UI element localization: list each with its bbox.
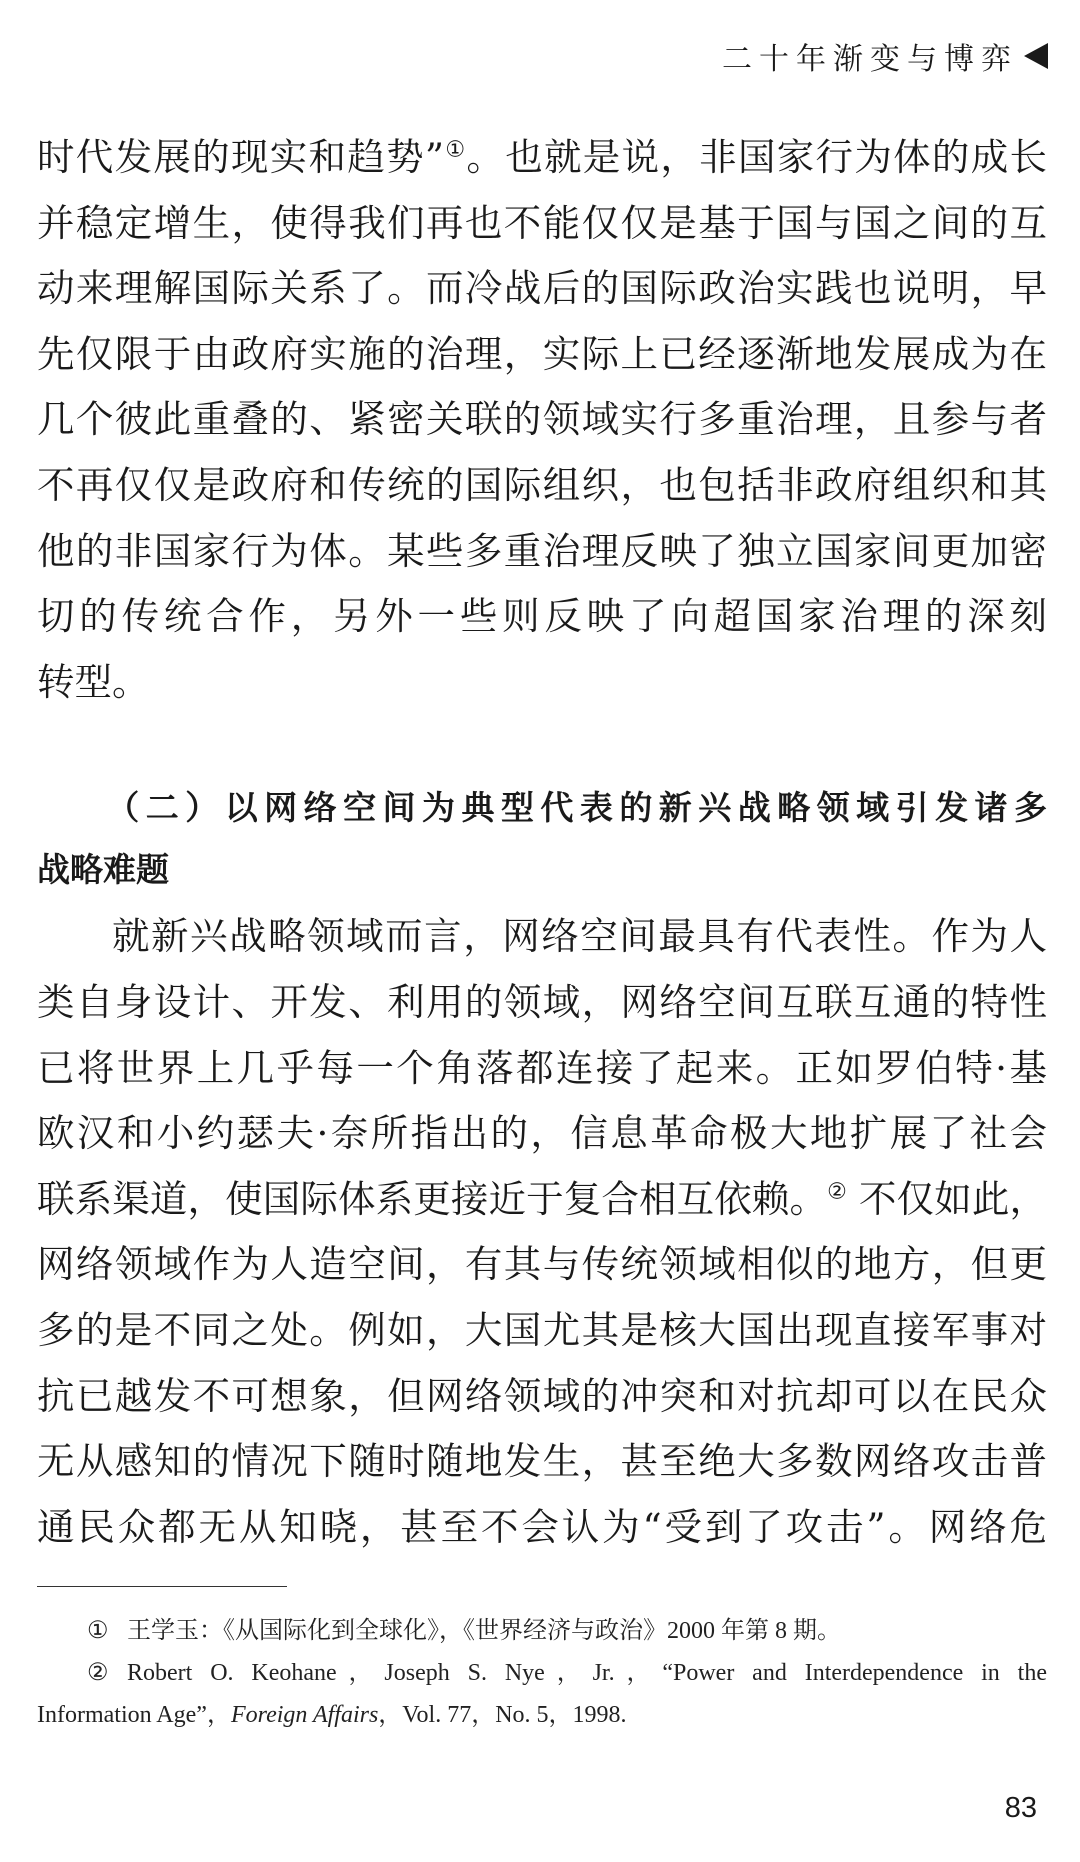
footnote-1 (37, 1610, 1047, 1652)
left-triangle-icon (1024, 43, 1048, 69)
text-line: 转型。 (37, 659, 150, 704)
page-number: 83 (1004, 1792, 1037, 1824)
main-text (37, 125, 1047, 1560)
footnote-text: Robert O. Keohane，Joseph S. Nye，Jr.，“Power and Interdependence in the (127, 1660, 1047, 1686)
footnotes (37, 1610, 1047, 1736)
paragraph-1 (37, 125, 1047, 715)
text-line: 已将世界上几乎每一个角落都连接了起来。正如罗伯特·基 (37, 1045, 1047, 1090)
footnote-ref-1[interactable]: ① (444, 137, 467, 163)
text-line: 通民众都无从知晓，甚至不会认为“受到了攻击”。网络危 (37, 1504, 1047, 1549)
text-line: 并稳定增生，使得我们再也不能仅仅是基于国与国之间的互 (37, 200, 1047, 245)
journal-title: Foreign Affairs (230, 1702, 379, 1728)
text-line: 他的非国家行为体。某些多重治理反映了独立国家间更加密 (37, 528, 1047, 573)
footnote-mark: ① (87, 1618, 109, 1644)
text-line: 几个彼此重叠的、紧密关联的领域实行多重治理，且参与者 (37, 397, 1047, 442)
text-line: 切的传统合作，另外一些则反映了向超国家治理的深刻 (37, 594, 1047, 639)
text-line: 先仅限于由政府实施的治理，实际上已经逐渐地发展成为在 (37, 331, 1047, 376)
text-line: 联系渠道，使国际体系更接近于复合相互依赖。② 不仅如此， (37, 1176, 1048, 1221)
text-line: 时代发展的现实和趋势”①。也就是说，非国家行为体的成长 (37, 135, 1047, 179)
paragraph-2 (37, 904, 1047, 1560)
heading-line: 战略难题 (37, 850, 169, 890)
footnote-mark: ② (87, 1660, 109, 1686)
footnote-text: 王学玉：《从国际化到全球化》，《世界经济与政治》2000 年第 8 期。 (127, 1618, 841, 1644)
text-line: 就新兴战略领域而言，网络空间最具有代表性。作为人 (112, 914, 1047, 959)
text-line: 欧汉和小约瑟夫·奈所指出的，信息革命极大地扩展了社会 (37, 1111, 1047, 1156)
footnote-ref-2[interactable]: ② (827, 1179, 847, 1205)
running-header-title: 二十年渐变与博弈 (722, 42, 1018, 77)
running-header (722, 34, 1048, 78)
text-line: 动来理解国际关系了。而冷战后的国际政治实践也说明，早 (37, 266, 1047, 311)
footnote-divider (37, 1586, 287, 1587)
heading-line: （二）以网络空间为典型代表的新兴战略领域引发诸多 (106, 788, 1047, 828)
text-line: 多的是不同之处。例如，大国尤其是核大国出现直接军事对 (37, 1307, 1047, 1352)
section-heading (37, 777, 1047, 901)
text-line: 类自身设计、开发、利用的领域，网络空间互联互通的特性 (37, 979, 1047, 1024)
text-line: 无从感知的情况下随时随地发生，甚至绝大多数网络攻击普 (37, 1439, 1047, 1484)
text-line: 不再仅仅是政府和传统的国际组织，也包括非政府组织和其 (37, 462, 1047, 507)
text-line: 抗已越发不可想象，但网络领域的冲突和对抗却可以在民众 (37, 1373, 1047, 1418)
footnote-2: ② Robert O. Keohane，Joseph S. Nye，Jr.，“Power and Interdependence in the Information Age”，Foreign Affairs，Vol. 77，No. 5，1998. (37, 1652, 1047, 1736)
text-line: 网络领域作为人造空间，有其与传统领域相似的地方，但更 (37, 1242, 1047, 1287)
